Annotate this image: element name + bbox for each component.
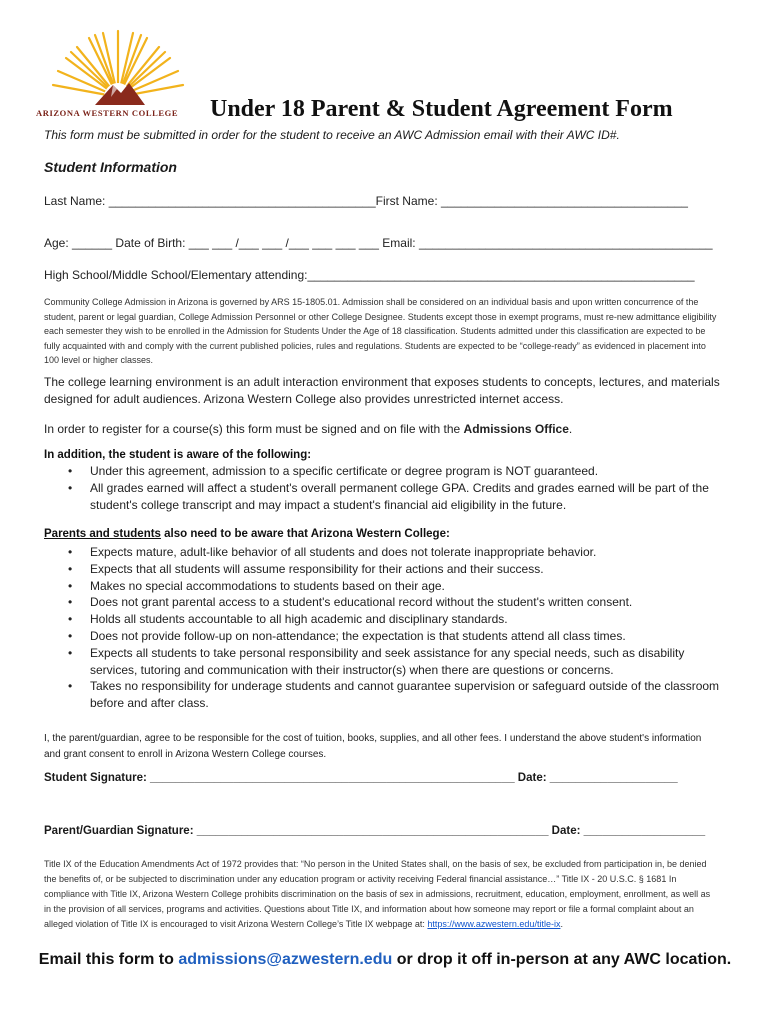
logo-text: ARIZONA WESTERN COLLEGE: [36, 108, 179, 118]
name-field-line[interactable]: Last Name: ________________________________________First Name: _____________________________________: [44, 194, 688, 208]
list-item: • All grades earned will affect a student's overall permanent college GPA. Credits and grades earned will be part of the student's college transcript and may impact a student's financial aid eligibility in the future.: [44, 480, 724, 514]
admissions-email-link[interactable]: admissions@azwestern.edu: [178, 951, 393, 968]
parents-heading: [44, 528, 450, 540]
list-item: • Expects all students to take personal responsibility and seek assistance for any special needs, such as disability services, tutoring and communication with their instructor(s) when there are questions or concerns.: [44, 645, 724, 679]
parents-list: [44, 544, 724, 712]
list-item: • Holds all students accountable to all high academic and disciplinary standards.: [44, 611, 724, 628]
register-text: In order to register for a course(s) this form must be signed and on file with the: [44, 422, 464, 436]
title-ix-paragraph: [44, 857, 716, 932]
form-title: Under 18 Parent & Student Agreement Form: [210, 96, 673, 122]
footer-prefix: Email this form to: [38, 951, 179, 968]
awareness-heading: In addition, the student is aware of the following:: [44, 449, 312, 461]
parents-heading-underlined: Parents and students: [44, 528, 161, 540]
school-field-line[interactable]: High School/Middle School/Elementary attending:__________________________________________________________: [44, 268, 695, 282]
age-dob-email-field-line[interactable]: Age: ______ Date of Birth: ___ ___ /___ ___ /___ ___ ___ ___ Email: ____________________________________________: [44, 236, 713, 250]
footer-instruction: [0, 951, 770, 969]
awareness-list: [44, 463, 724, 513]
title-ix-text: Title IX of the Education Amendments Act of 1972 provides that: “No person in the United States shall, on the basis of sex, be excluded from participation in, be denied the benefits of, or be subjected to discrimination under any education program or activity receiving Federal financial assistance…” Title IX - 20 U.S.C. § 1681 In compliance with Title IX, Arizona Western College prohibits discrimination on the basis of sex in admissions, recruitment, education, employment, enrollment, as well as in the provision of all services, programs and activities. Questions about Title IX, and information about how someone may report or file a formal complaint about an alleged violation of Title IX is encouraged to visit Arizona Western College’s Title IX webpage at:: [44, 859, 711, 929]
environment-paragraph: The college learning environment is an adult interaction environment that exposes students to concepts, lectures, and materials designed for adult audiences. Arizona Western College also provides unrestricted internet access.: [44, 375, 720, 406]
list-item: • Does not provide follow-up on non-attendance; the expectation is that students attend all class times.: [44, 628, 724, 645]
list-item: • Expects mature, adult-like behavior of all students and does not tolerate inappropriate behavior.: [44, 544, 724, 561]
list-item: • Makes no special accommodations to students based on their age.: [44, 578, 724, 595]
admissions-office-label: Admissions Office: [463, 422, 569, 436]
legal-paragraph: Community College Admission in Arizona is governed by ARS 15-1805.01. Admission shall be considered on an individual basis and upon written concurrence of the student, parent or legal guardian, College Admission Personnel or other College Designee. Students except those in exempt programs, must re-new admittance eligibility each semester they wish to be enrolled in the Admission for Students Under the Age of 18 classification. Students admitted under this classification are expected to be fully acquainted with and comply with the current published policies, rules and regulations. Students are expected to be “college-ready” as evidenced in placement into 100 level or higher classes.: [44, 297, 717, 365]
list-item: • Expects that all students will assume responsibility for their actions and their success.: [44, 561, 724, 578]
title-ix-end: .: [560, 919, 563, 929]
list-item: • Under this agreement, admission to a specific certificate or degree program is NOT guaranteed.: [44, 463, 724, 480]
list-item: • Does not grant parental access to a student's educational record without the student's written consent.: [44, 594, 724, 611]
parent-signature-line[interactable]: Parent/Guardian Signature: _______________________________________________________ Date: ___________________: [44, 825, 706, 837]
register-end: .: [568, 422, 573, 436]
list-item: • Takes no responsibility for underage students and cannot guarantee supervision or safeguard outside of the classroom before and after class.: [44, 678, 724, 712]
title-ix-link[interactable]: https://www.azwestern.edu/title-ix: [427, 919, 561, 929]
form-subtitle: This form must be submitted in order for the student to receive an AWC Admission email with their AWC ID#.: [44, 128, 620, 142]
footer-suffix: or drop it off in-person at any AWC location.: [392, 951, 732, 968]
parents-heading-rest: also need to be aware that Arizona Western College:: [160, 528, 450, 540]
consent-paragraph: I, the parent/guardian, agree to be responsible for the cost of tuition, books, supplies, and all other fees. I understand the above student's information and grant consent to enroll in Arizona Western College courses.: [44, 733, 702, 760]
student-info-heading: Student Information: [44, 159, 177, 175]
student-signature-line[interactable]: Student Signature: _________________________________________________________ Date: ____________________: [44, 772, 678, 784]
register-paragraph: [44, 421, 724, 438]
